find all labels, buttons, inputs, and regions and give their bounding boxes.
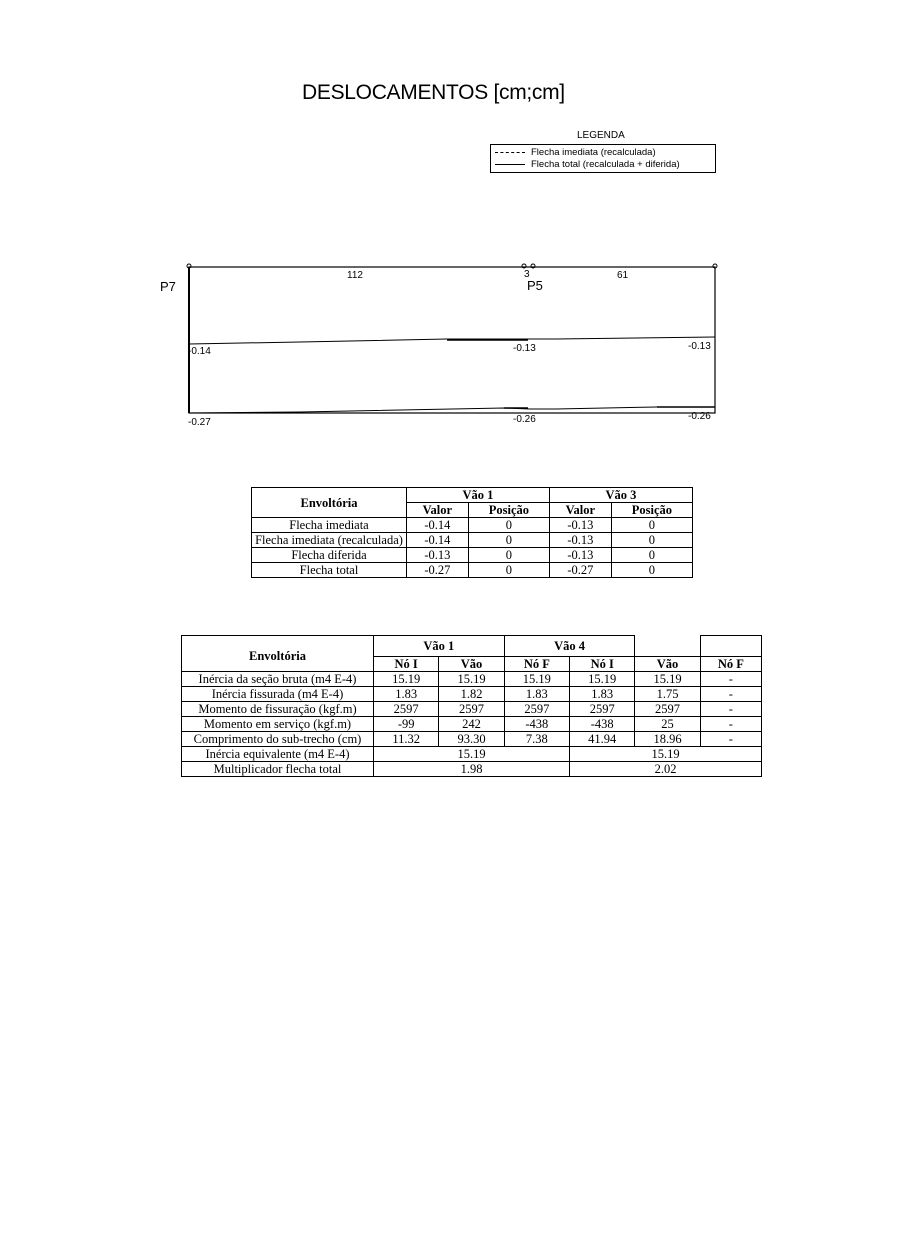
legend-label: Flecha total (recalculada + diferida) (531, 159, 680, 170)
cell: 1.83 (570, 687, 635, 702)
table-row (182, 762, 762, 777)
cell: 15.19 (635, 672, 700, 687)
immediate-value: -0.13 (688, 341, 711, 352)
cell: 15.19 (439, 672, 504, 687)
header-no-i: Nó I (570, 657, 635, 672)
table-row (252, 518, 693, 533)
cell: 0 (468, 533, 549, 548)
cell: 2597 (570, 702, 635, 717)
table-row (182, 717, 762, 732)
cell: 15.19 (570, 672, 635, 687)
cell: 1.98 (374, 762, 570, 777)
total-value: -0.27 (188, 417, 211, 428)
cell: -0.27 (549, 563, 611, 578)
cell: -0.27 (407, 563, 469, 578)
table-row (182, 747, 762, 762)
row-label: Momento em serviço (kgf.m) (182, 717, 374, 732)
header-no-f: Nó F (504, 657, 569, 672)
cell: -0.14 (407, 533, 469, 548)
total-value: -0.26 (688, 411, 711, 422)
header-span: Vão 1 (407, 488, 550, 503)
header-span: Vão 4 (504, 636, 635, 657)
cell: -99 (374, 717, 439, 732)
cell: -0.14 (407, 518, 469, 533)
span-label: 61 (617, 270, 629, 281)
row-label: Inércia fissurada (m4 E-4) (182, 687, 374, 702)
header-blank (700, 636, 761, 657)
cell: 93.30 (439, 732, 504, 747)
cell: -0.13 (549, 548, 611, 563)
row-label: Flecha total (252, 563, 407, 578)
header-no-i: Nó I (374, 657, 439, 672)
row-label: Comprimento do sub-trecho (cm) (182, 732, 374, 747)
table-row (182, 732, 762, 747)
header-posicao: Posição (468, 503, 549, 518)
cell: -0.13 (549, 518, 611, 533)
total-deflection-curve (189, 407, 715, 413)
cell: - (700, 687, 761, 702)
cell: 0 (611, 563, 692, 578)
cell: - (700, 717, 761, 732)
table-row (182, 687, 762, 702)
page-title: DESLOCAMENTOS [cm;cm] (302, 81, 565, 104)
inertia-table (181, 635, 762, 777)
row-label: Flecha imediata (252, 518, 407, 533)
cell: 15.19 (374, 672, 439, 687)
row-label: Momento de fissuração (kgf.m) (182, 702, 374, 717)
header-span: Vão 3 (549, 488, 692, 503)
deflection-table (251, 487, 693, 578)
cell: -0.13 (549, 533, 611, 548)
table-row (252, 533, 693, 548)
cell: 11.32 (374, 732, 439, 747)
cell: 2.02 (570, 762, 762, 777)
table-row (252, 548, 693, 563)
cell: 2597 (439, 702, 504, 717)
cell: -0.13 (407, 548, 469, 563)
cell: 7.38 (504, 732, 569, 747)
cell: -438 (570, 717, 635, 732)
header-posicao: Posição (611, 503, 692, 518)
cell: 2597 (504, 702, 569, 717)
cell: 0 (611, 548, 692, 563)
cell: 1.83 (374, 687, 439, 702)
header-blank (635, 636, 700, 657)
immediate-value: -0.14 (188, 346, 211, 357)
header-envoltoria: Envoltória (182, 636, 374, 672)
legend-label: Flecha imediata (recalculada) (531, 147, 656, 158)
support-label-p7: P7 (160, 279, 176, 294)
total-value: -0.26 (513, 414, 536, 425)
row-label: Multiplicador flecha total (182, 762, 374, 777)
cell: - (700, 672, 761, 687)
immediate-value: -0.13 (513, 343, 536, 354)
span-label: 112 (347, 270, 363, 281)
cell: 1.75 (635, 687, 700, 702)
header-envoltoria: Envoltória (252, 488, 407, 518)
header-valor: Valor (549, 503, 611, 518)
table-row (182, 672, 762, 687)
header-no-f: Nó F (700, 657, 761, 672)
cell: 1.83 (504, 687, 569, 702)
table-row (252, 563, 693, 578)
support-label-p5: P5 (527, 278, 543, 293)
cell: - (700, 732, 761, 747)
legend-title: LEGENDA (577, 130, 625, 141)
cell: 2597 (635, 702, 700, 717)
cell: -438 (504, 717, 569, 732)
cell: - (700, 702, 761, 717)
header-span: Vão 1 (374, 636, 505, 657)
header-vao: Vão (635, 657, 700, 672)
cell: 0 (468, 548, 549, 563)
cell: 0 (468, 518, 549, 533)
header-valor: Valor (407, 503, 469, 518)
cell: 0 (611, 533, 692, 548)
span-label: 3 (524, 269, 530, 280)
cell: 0 (468, 563, 549, 578)
cell: 15.19 (374, 747, 570, 762)
cell: 2597 (374, 702, 439, 717)
row-label: Flecha diferida (252, 548, 407, 563)
header-vao: Vão (439, 657, 504, 672)
cell: 15.19 (504, 672, 569, 687)
displacement-diagram (0, 0, 900, 440)
cell: 0 (611, 518, 692, 533)
cell: 18.96 (635, 732, 700, 747)
cell: 41.94 (570, 732, 635, 747)
table-row (182, 702, 762, 717)
row-label: Inércia da seção bruta (m4 E-4) (182, 672, 374, 687)
cell: 25 (635, 717, 700, 732)
cell: 242 (439, 717, 504, 732)
cell: 15.19 (570, 747, 762, 762)
row-label: Flecha imediata (recalculada) (252, 533, 407, 548)
row-label: Inércia equivalente (m4 E-4) (182, 747, 374, 762)
cell: 1.82 (439, 687, 504, 702)
